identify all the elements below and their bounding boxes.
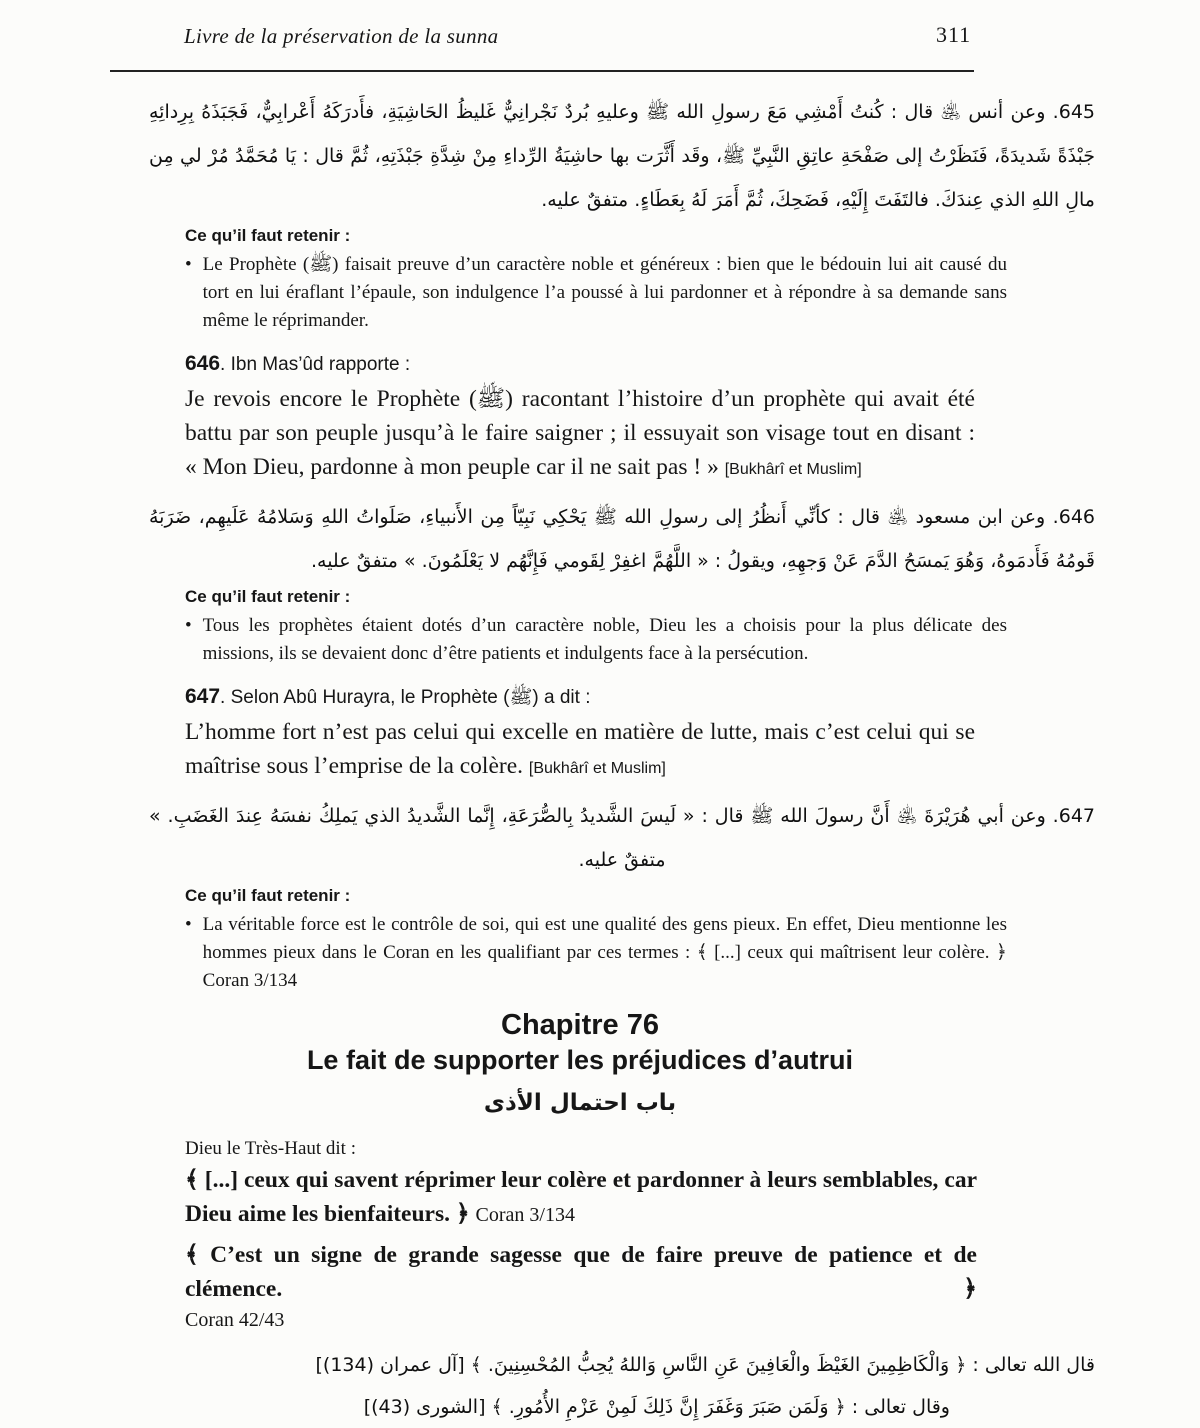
quran-quote-2-ref: Coran 42/43 [185,1309,285,1331]
chapter-title: Chapitre 76 [501,1009,659,1041]
hadith-646-arabic-text: 646. وعن ابن مسعود ﵁ قال : كأنِّي أَنظُرُ إلى رسولِ الله ﷺ يَحْكِي نَبِيّاً مِن الأَنبياءِ، صَلَواتُ اللهِ وَسَلامُهُ عَلَيهِم، ضَرَبَهُ قَومُهُ فَأَدمَوهُ، وَهُوَ يَمسَحُ الدَّمَ عَنْ وَجهِهِ، ويقولُ : « اللَّهُمَّ اغفِرْ لِقَومي فَإِنَّهُم لا يَعْلَمُونَ. » متفقٌ عليه. [149,506,1095,572]
chapter-arabic-title: باب احتمال الأذى [483,1090,677,1116]
hadith-647-number: 647 [185,685,221,708]
hadith-645-arabic-text: 645. وعن أنس ﵁ قال : كُنتُ أَمْشِي مَعَ رسولِ الله ﷺ وعليهِ بُردٌ نَجْرانِيٌّ غَليظُ الحَاشِيَةِ، فأَدرَكَهُ أَعْرابِيٌّ، فَجَبَذَهُ بِرِدائِهِ جَبْذَةً شَديدَةً، فَنَظَرْتُ إلى صَفْحَةِ عاتِقِ النَّبِيِّ ﷺ، وقَد أَثَّرَت بها حاشِيَةُ الرِّداءِ مِنْ شِدَّةِ جَبْذَتِهِ، ثُمَّ قال : يَا مُحَمَّدُ مُرْ لي مِن مالِ اللهِ الذي عِندَكَ. فالتَفَتَ إِلَيْهِ، فَضَحِكَ، ثُمَّ أَمَرَ لَهُ بِعَطَاءٍ. متفقٌ عليه. [149,101,1095,211]
page-number: 311 [936,22,972,47]
hadith-646-source: [Bukhârî et Muslim] [724,461,862,478]
retenir-label-647: Ce qu’il faut retenir : [185,886,351,905]
hadith-647-french-text [185,715,975,786]
quran-verse-arabic-2: وقال تعالى : ﴿ وَلَمَن صَبَرَ وَغَفَرَ إِنَّ ذَلِكَ لَمِنْ عَزْمِ الأُمُورِ. ﴾ [الشورى (43)] [363,1396,950,1418]
quran-quote-2-text: ﴾ C’est un signe de grande sagesse que de faire preuve de patience et de clémence. ﴿ [185,1242,977,1302]
hadith-646-french-text [185,382,975,487]
retenir-label-645: Ce qu’il faut retenir : [185,226,351,245]
quran-quote-1-text: ﴾ [...] ceux qui savent réprimer leur colère et pardonner à leurs semblables, car Dieu aime les bienfaiteurs. ﴿ [185,1167,977,1227]
quran-quote-2 [185,1238,977,1306]
retenir-section-645 [185,224,1007,335]
chapter-subtitle: Le fait de supporter les préjudices d’autrui [306,1045,854,1075]
hadith-646-heading [185,351,1200,378]
retenir-bullet-646-text: Tous les prophètes étaient dotés d’un caractère noble, Dieu les a choisis pour la plus délicate des missions, ils se devaient donc d’être patients et indulgents face à la persécution. [202,615,1007,664]
retenir-bullet-647-text: La véritable force est le contrôle de soi, qui est une qualité des gens pieux. En effet, Dieu mentionne les hommes pieux dans le Coran en les qualifiant par ces termes : ﴾ [...] ceux qui maîtrisent leur colère. ﴿ Coran 3/134 [202,914,1007,991]
verses-lead: Dieu le Très-Haut dit : [185,1138,356,1159]
header-rule [110,70,974,72]
quran-quote-1-ref: Coran 3/134 [475,1204,575,1226]
hadith-647-heading [185,684,1200,711]
hadith-646-number: 646 [185,352,221,375]
running-title: Livre de la préservation de la sunna [184,24,499,48]
hadith-647-arabic-text: 647. وعن أبي هُرَيْرَةَ ﵁ أَنَّ رسولَ الله ﷺ قال : « لَيسَ الشَّديدُ بِالصُّرَعَةِ، إِنَّما الشَّديدُ الذي يَملِكُ نفسَهُ عِندَ الغَضَبِ. » متفقٌ عليه. [149,805,1095,871]
bullet-icon: • [185,914,192,935]
quran-quote-1 [185,1163,977,1232]
retenir-label-646: Ce qu’il faut retenir : [185,587,351,606]
bullet-icon: • [185,615,192,636]
hadith-646-body: Je revois encore le Prophète (ﷺ) racontant l’histoire d’un prophète qui avait été battu par son peuple jusqu’à le faire saigner ; il essuyait son visage tout en disant : « Mon Dieu, pardonne à mon peuple car il ne sait pas ! » [185,386,975,480]
retenir-bullet-645 [185,251,1007,335]
retenir-section-646 [185,585,1007,668]
hadith-647 [0,684,1200,995]
bullet-icon: • [185,254,192,275]
retenir-bullet-646 [185,612,1007,668]
quran-verse-arabic-1: قال الله تعالى : ﴿ وَالْكَاظِمِينَ الغَيْظَ والْعَافِينَ عَنِ النَّاسِ وَاللهُ يُحِبُّ المُحْسِنِينَ. ﴾ [آل عمران (134)] [315,1354,1095,1376]
hadith-647-body: L’homme fort n’est pas celui qui excelle en matière de lutte, mais c’est celui qui se maîtrise sous l’emprise de la colère. [185,719,975,779]
retenir-section-647 [185,884,1007,995]
chapter-76-heading [185,1009,975,1123]
hadith-647-source: [Bukhârî et Muslim] [528,760,666,777]
chapter-verses [0,1137,1200,1428]
retenir-bullet-647 [185,911,1007,995]
page-content [0,84,1200,1428]
hadith-646 [0,351,1200,668]
retenir-bullet-645-text: Le Prophète (ﷺ) faisait preuve d’un caractère noble et généreux : bien que le bédouin lui ait causé du tort en lui éraflant l’épaule, son indulgence l’a poussé à lui pardonner et à répondre à sa demande sans même le réprimander. [202,254,1008,331]
hadith-647-narrator: . Selon Abû Hurayra, le Prophète (ﷺ) a dit : [220,687,591,708]
hadith-646-narrator: . Ibn Mas’ûd rapporte : [220,354,411,375]
